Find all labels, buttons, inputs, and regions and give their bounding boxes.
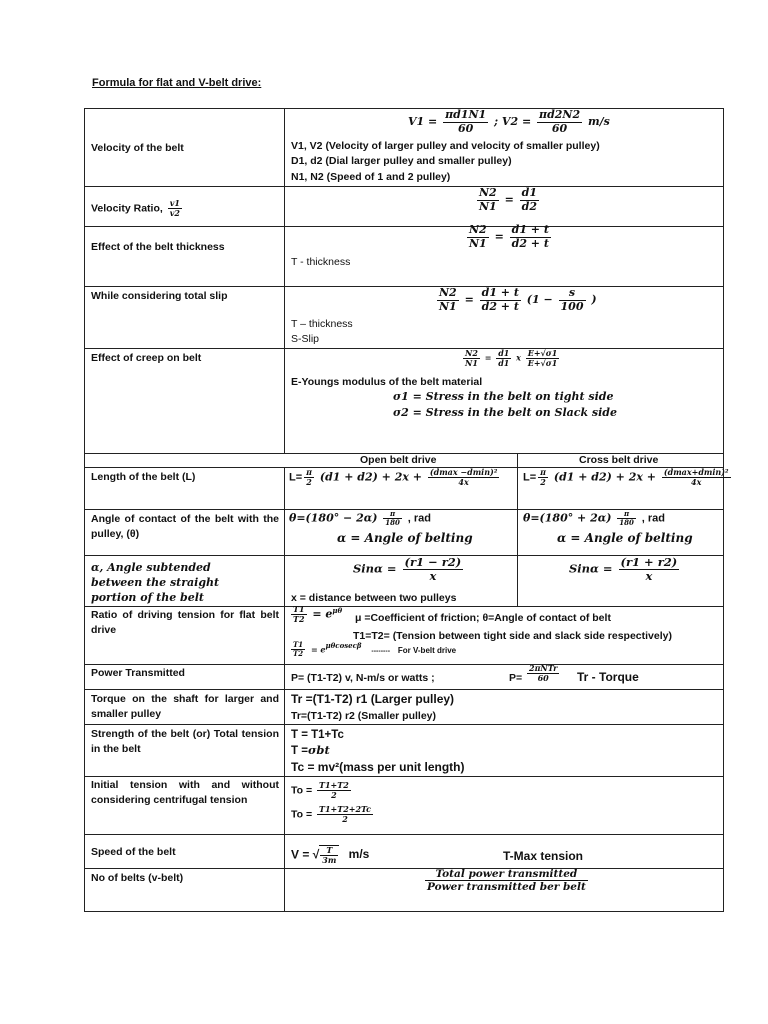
velocity-equation (408, 109, 610, 135)
row-label: Initial tension with and without considering centrifugal tension (91, 779, 279, 806)
label-cell (85, 725, 285, 776)
times: x (516, 352, 521, 363)
note-line: S-Slip (291, 333, 320, 345)
eq-text: = e (312, 607, 333, 621)
fraction (383, 510, 402, 527)
alpha-cross-equation (569, 556, 681, 583)
fraction (467, 224, 489, 250)
fraction (480, 287, 521, 313)
note-line: N1, N2 (Speed of 1 and 2 pulley) (291, 171, 451, 183)
eq-text: To = (291, 808, 313, 821)
header-open: Open belt drive (360, 454, 437, 466)
row-belt-thickness (84, 223, 724, 287)
max-tension-note: T-Max tension (503, 849, 584, 863)
fraction (291, 641, 305, 658)
note-line: D1, d2 (Dial larger pulley and smaller pulley) (291, 155, 512, 167)
row-alpha (84, 556, 724, 607)
alpha-definition: α = Angle of belting (337, 531, 473, 545)
numerator: π (617, 510, 636, 519)
row-initial-tension (84, 777, 724, 835)
numerator: E+√σ1 (527, 348, 558, 358)
fraction (520, 187, 539, 213)
row-label: Power Transmitted (91, 667, 185, 679)
row-number-of-belts (84, 869, 724, 912)
fraction (428, 468, 500, 487)
eq-text: ; V2 = (494, 115, 532, 129)
exponent: μθ (332, 606, 343, 616)
denominator: d1 (498, 358, 510, 369)
equals: = (484, 352, 492, 363)
denominator: 100 (560, 299, 584, 313)
equals: = (494, 230, 504, 244)
denominator: 60 (537, 673, 549, 684)
strength-line: Tc = mv²(mass per unit length) (291, 760, 465, 774)
row-label: Angle of contact of the belt with the pulley, (θ) (91, 513, 279, 540)
denominator: T2 (293, 649, 304, 659)
note-line: V1, V2 (Velocity of larger pulley and velocity of smaller pulley) (291, 140, 600, 152)
numerator: N2 (479, 186, 497, 199)
denominator: v2 (169, 208, 180, 219)
alpha-definition: α = Angle of belting (557, 531, 693, 545)
v-belt-ratio (289, 641, 456, 658)
torque-note: Tr - Torque (577, 670, 639, 684)
numerator: v1 (169, 198, 180, 208)
note-line: x = distance between two pulleys (291, 592, 457, 604)
angle-cross-equation (523, 510, 665, 527)
row-label: Torque on the shaft for larger and smaller pulley (91, 693, 279, 720)
power-equation: P= (T1-T2) v, N-m/s or watts ; (291, 672, 435, 684)
fraction (559, 287, 586, 313)
equals: = (464, 293, 474, 307)
unit: m/s (348, 847, 370, 862)
row-length (84, 467, 729, 510)
numerator: d1 (498, 348, 510, 358)
denominator: d2 + t (481, 299, 519, 313)
fraction (510, 224, 551, 250)
denominator: 2 (540, 477, 546, 488)
eq-text: V = (291, 847, 310, 862)
numerator: (dmax+dmin)² (663, 467, 729, 477)
row-label: Effect of creep on belt (91, 352, 202, 364)
label-cell (85, 349, 285, 453)
label-cell (85, 665, 285, 689)
fraction (477, 187, 499, 213)
row-label: Strength of the belt (or) Total tension in the belt (91, 728, 279, 755)
label-cell (85, 227, 285, 286)
eq-text: T = (291, 745, 308, 757)
numerator: d1 + t (511, 223, 549, 236)
label-cell (85, 690, 285, 724)
page-title: Formula for flat and V-belt drive: (92, 77, 262, 89)
label-cell (85, 510, 285, 555)
denominator: x (429, 569, 437, 584)
column-divider (517, 468, 518, 509)
eq-text: To = (291, 784, 313, 797)
numerator: T1+T2 (319, 780, 349, 790)
numerator: π (306, 467, 313, 477)
numerator: πd1N1 (445, 108, 487, 121)
label-cell (85, 607, 285, 664)
denominator: E+√σ1 (527, 358, 558, 369)
denominator: 2 (306, 477, 312, 488)
row-label: Velocity of the belt (91, 142, 184, 154)
numerator: Total power transmitted (425, 868, 588, 881)
length-open-equation (289, 468, 501, 487)
numerator: π (383, 510, 402, 519)
torque-larger: Tr =(T1-T2) r1 (Larger pulley) (291, 692, 455, 706)
row-label (91, 199, 184, 218)
numerator: T1 (293, 640, 304, 650)
numerator: (dmax −dmin)² (429, 467, 498, 477)
angle-open-equation (289, 510, 431, 527)
row-velocity (84, 108, 724, 187)
stress-slack: σ2 = Stress in the belt on Slack side (393, 406, 617, 419)
label-cell (85, 869, 285, 911)
fraction (463, 349, 480, 368)
exponent: μθcosecβ (325, 641, 362, 650)
denominator: 60 (457, 121, 474, 135)
numerator: πd2N2 (539, 108, 581, 121)
denominator: N1 (469, 236, 487, 250)
label-cell (85, 468, 285, 509)
denominator: Power transmitted ber belt (427, 881, 586, 894)
denominator: 60 (551, 121, 568, 135)
ratio-equation (475, 187, 541, 213)
column-divider (517, 556, 518, 606)
row-label: While considering total slip (91, 290, 228, 302)
fraction (425, 868, 588, 893)
length-cross-equation (523, 468, 733, 487)
stress-tight: σ1 = Stress in the belt on tight side (393, 390, 614, 403)
numerator: d1 (521, 186, 537, 199)
fraction (526, 349, 560, 368)
fraction (317, 781, 351, 800)
fraction (617, 510, 636, 527)
numerator: T1+T2+2Tc (319, 804, 371, 814)
row-angle-of-contact (84, 510, 724, 556)
fraction (304, 468, 314, 487)
note-line: μ =Coefficient of friction; θ=Angle of contact of belt (355, 612, 611, 624)
label-cell (85, 835, 285, 868)
denominator: N1 (439, 299, 457, 313)
thickness-equation (465, 224, 553, 250)
note-line: E-Youngs modulus of the belt material (291, 376, 483, 388)
denominator: N1 (479, 199, 497, 213)
eq-text: θ=(180° − 2α) (289, 511, 378, 525)
row-table-header (84, 454, 724, 468)
equals: = (504, 193, 514, 207)
fraction (443, 109, 488, 135)
row-label: No of belts (v-belt) (91, 872, 184, 884)
eq-text: , rad (641, 512, 665, 525)
denominator: 180 (619, 518, 634, 528)
note-line: T1=T2= (Tension between tight side and slack side respectively) (353, 630, 672, 642)
denominator: 4x (691, 477, 702, 488)
strength-line (291, 743, 330, 758)
denominator: 2 (342, 814, 348, 825)
flat-belt-ratio (289, 605, 342, 624)
numerator: d1 + t (481, 286, 519, 299)
fraction (537, 109, 582, 135)
slip-equation (435, 287, 597, 313)
fraction (527, 664, 559, 683)
row-torque (84, 690, 724, 725)
header-cross: Cross belt drive (579, 454, 659, 466)
numerator: T1 (293, 604, 305, 614)
row-creep (84, 349, 724, 454)
denominator: 3m (322, 855, 337, 866)
paren-close: ) (591, 293, 597, 307)
alpha-open-equation (353, 556, 465, 583)
torque-smaller: Tr=(T1-T2) r2 (Smaller pulley) (291, 710, 437, 722)
initial-equation (291, 805, 375, 824)
label-cell (85, 187, 285, 226)
denominator: 2 (331, 790, 337, 801)
row-label: Length of the belt (L) (91, 471, 196, 483)
fraction (538, 468, 548, 487)
fraction (317, 805, 373, 824)
sqrt-icon: √ (312, 847, 320, 862)
fraction (437, 287, 459, 313)
label-cell (85, 287, 285, 348)
label-cell (85, 109, 285, 186)
numerator: N2 (439, 286, 457, 299)
row-label: Speed of the belt (91, 846, 176, 858)
numerator: T (320, 846, 338, 856)
row-total-slip (84, 287, 724, 349)
denominator: 4x (458, 477, 469, 488)
row-power (84, 665, 724, 690)
denominator: 180 (385, 518, 400, 528)
numerator: s (559, 287, 586, 301)
numerator: N2 (465, 348, 478, 358)
row-strength (84, 725, 724, 777)
fraction (496, 349, 511, 368)
belts-equation (423, 868, 590, 893)
initial-equation (291, 781, 353, 800)
fraction (319, 845, 339, 865)
numerator: N2 (469, 223, 487, 236)
column-divider (517, 454, 518, 467)
speed-equation (291, 845, 369, 865)
note-line: T - thickness (291, 256, 351, 268)
strength-line: T = T1+Tc (291, 729, 344, 741)
fraction (619, 556, 680, 583)
row-velocity-ratio (84, 187, 724, 227)
numerator: π (540, 467, 547, 477)
row-tension-ratio (84, 604, 724, 665)
denominator: x (645, 569, 653, 584)
fraction (403, 556, 464, 583)
eq-text: Sinα = (569, 561, 613, 576)
denominator: N1 (465, 358, 478, 369)
eq-text: (d1 + d2) + 2x + (319, 470, 422, 484)
label-cell (85, 556, 285, 606)
row-label: Effect of the belt thickness (91, 241, 225, 253)
eq-text: θ=(180° + 2α) (523, 511, 612, 525)
numerator: (r1 − r2) (404, 555, 462, 569)
denominator: T2 (293, 614, 305, 625)
row-label: α, Angle subtended between the straight portion of the belt (91, 561, 220, 604)
unit: m/s (587, 115, 610, 129)
label-cell (85, 777, 285, 834)
eq-text: V1 = (408, 115, 438, 129)
v-belt-note: For V-belt drive (397, 645, 457, 655)
eq-text: σbt (307, 743, 330, 757)
power-p: P= (509, 672, 523, 684)
fraction (291, 605, 307, 624)
paren-open: (1 − (526, 293, 553, 307)
eq-text: L= (289, 471, 303, 484)
column-divider (517, 510, 518, 555)
numerator: 2πNTr (529, 663, 558, 673)
eq-text: L= (523, 471, 537, 484)
denominator: d2 + t (511, 236, 549, 250)
row-label: Ratio of driving tension for flat belt drive (91, 609, 279, 636)
row-speed (84, 835, 724, 869)
eq-text: Sinα = (353, 561, 397, 576)
dash: -------- (371, 647, 391, 655)
numerator: (r1 + r2) (620, 555, 678, 569)
power-fraction (525, 664, 561, 683)
creep-equation (461, 349, 561, 368)
note-line: T – thickness (291, 318, 353, 330)
eq-text: = e (310, 644, 326, 655)
fraction (662, 468, 731, 487)
eq-text: (d1 + d2) + 2x + (553, 470, 656, 484)
denominator: d2 (521, 199, 537, 213)
eq-text: , rad (407, 512, 431, 525)
fraction (168, 199, 182, 218)
label-text: Velocity Ratio, (91, 202, 163, 215)
